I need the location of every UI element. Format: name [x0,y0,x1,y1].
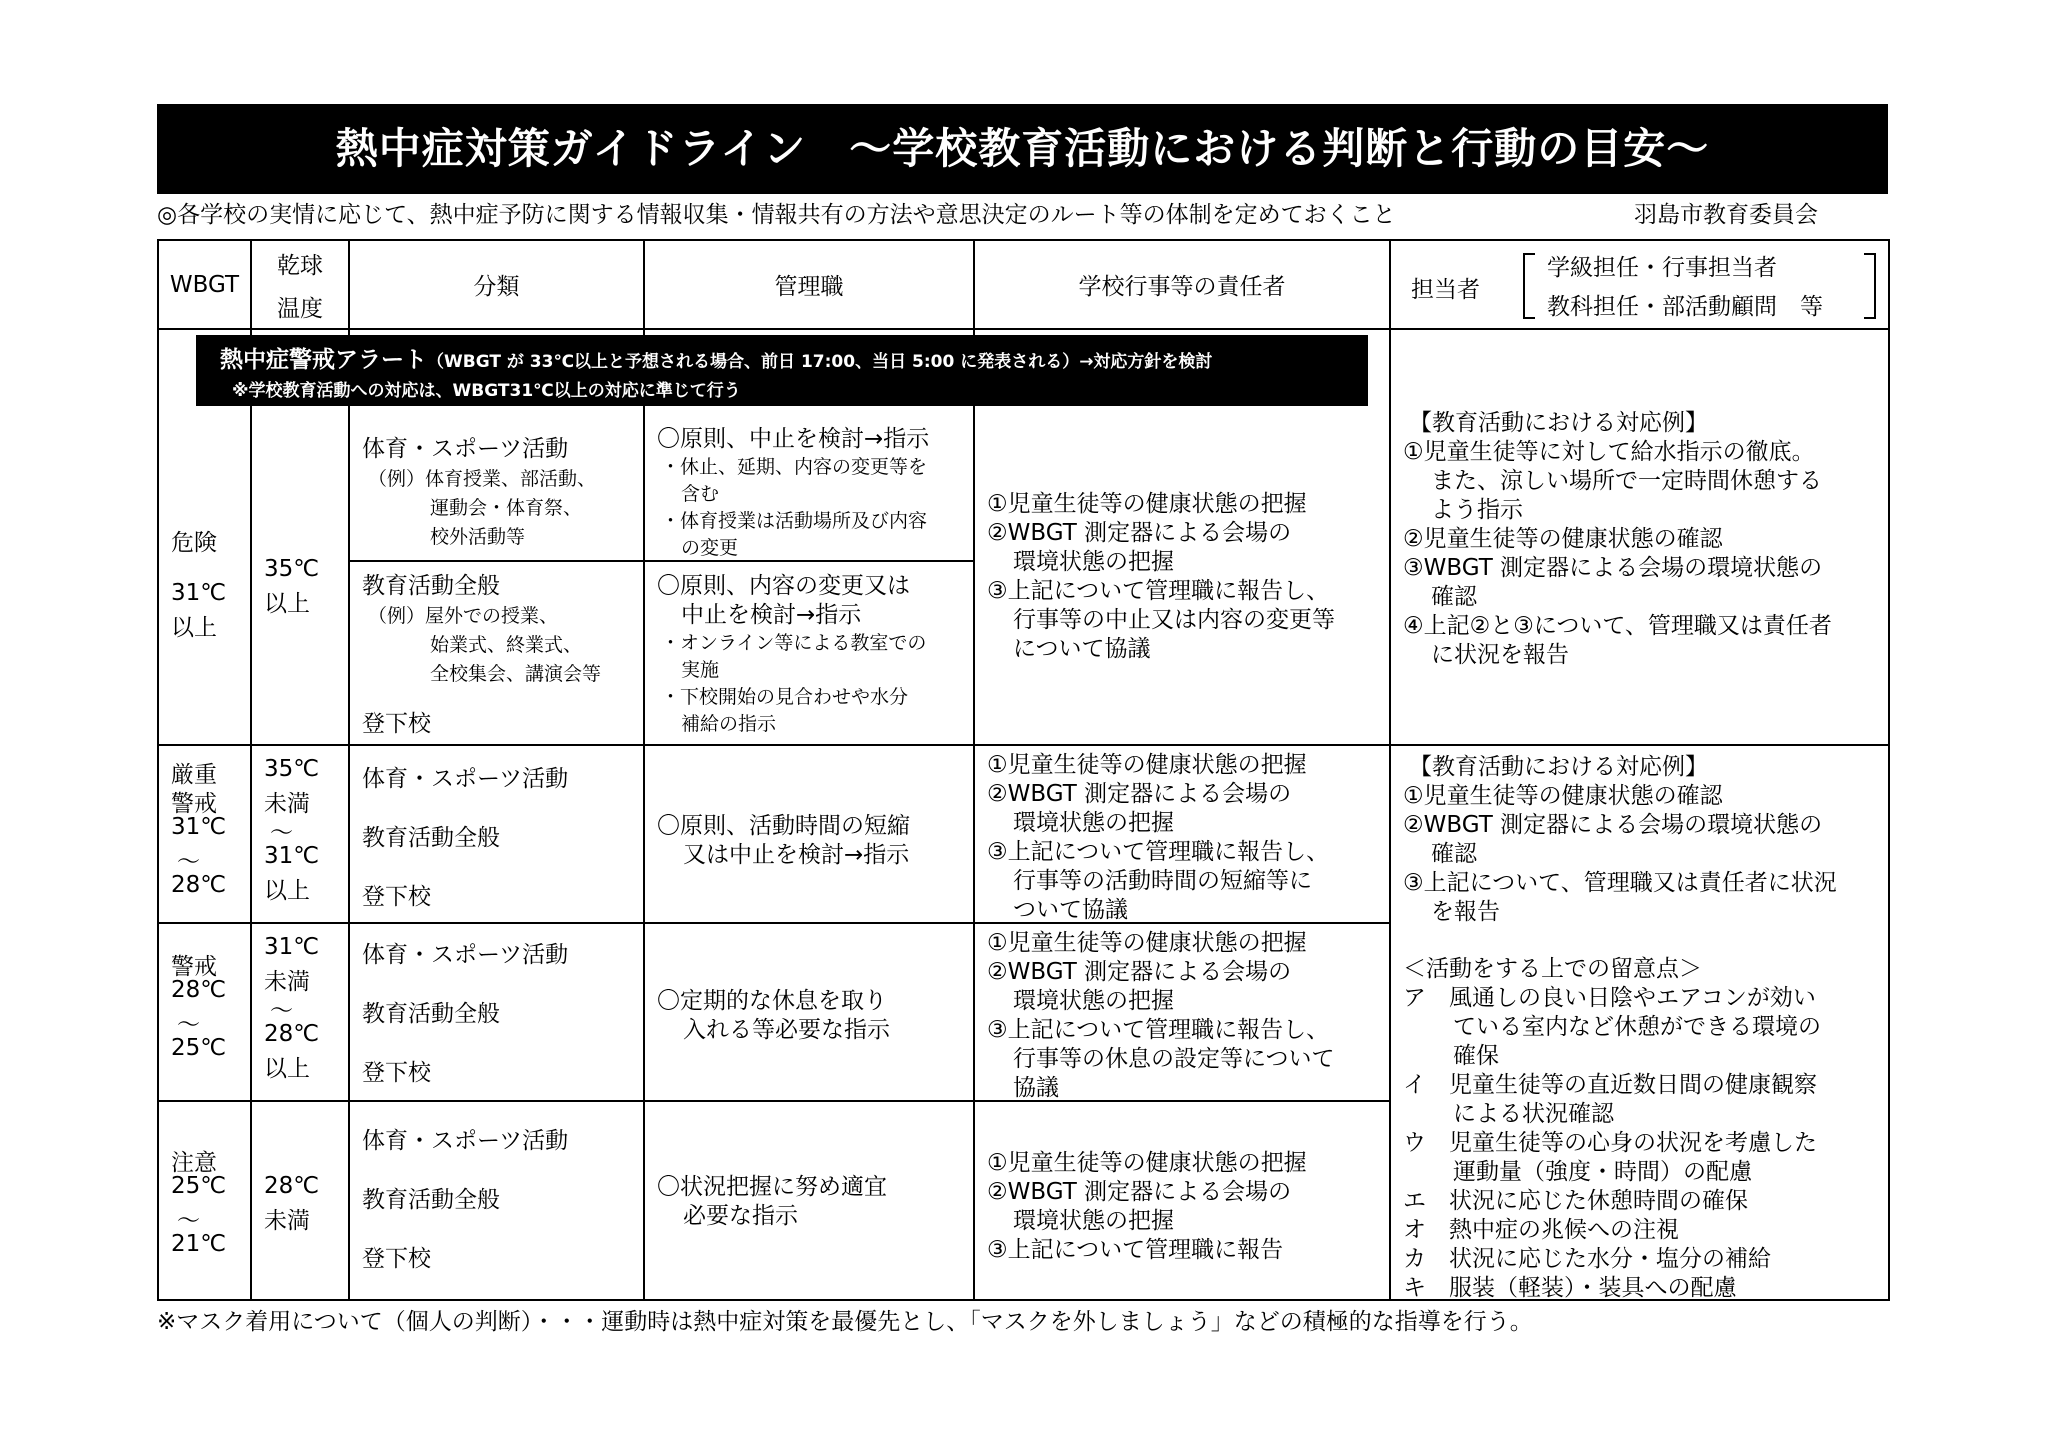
danger-lead-3: 環境状態の把握 [1013,549,1174,575]
alert-note: ※学校教育活動への対応は、WBGT31℃以上の対応に準じて行う [232,381,741,401]
caution-event-lead [974,1101,1390,1300]
staff-lower-5: ③上記について、管理職又は責任者に状況 [1403,870,1837,896]
organization: 羽島市教育委員会 [1634,202,1818,228]
severe-level-1: 厳重 [171,762,217,788]
staff-lower-9: ている室内など休憩ができる環境の [1453,1014,1821,1040]
severe-lead-5: 行事等の活動時間の短縮等に [1013,868,1312,894]
caution-management [644,1101,974,1300]
caution-level-2: 25℃ [171,1173,227,1199]
danger-mgmt-b-4: 実施 [681,659,720,681]
staff-lower-17: カ 状況に応じた水分・塩分の補給 [1403,1246,1771,1272]
caution-category [349,1101,644,1300]
severe-temp-3: ～ [270,820,293,846]
caution-mgmt-2: 必要な指示 [683,1203,798,1229]
danger-staff-4: よう指示 [1431,497,1523,523]
warning-event-lead [974,923,1390,1101]
danger-mgmt-b-1: 〇原則、内容の変更又は [657,573,910,599]
warning-level-3: ～ [177,1012,200,1038]
caution-cat-1: 体育・スポーツ活動 [362,1128,569,1154]
danger-lead-5: 行事等の中止又は内容の変更等 [1013,607,1335,633]
severe-temp-2: 未満 [264,791,310,817]
warning-cat-2: 教育活動全般 [362,1001,500,1027]
staff-lower-6: を報告 [1431,899,1500,925]
staff-lower-12: による状況確認 [1453,1101,1614,1127]
header-temp-line1: 乾球 [277,252,323,279]
page-title: 熱中症対策ガイドライン ～学校教育活動における判断と行動の目安～ [157,104,1888,194]
caution-cat-3: 登下校 [362,1246,431,1272]
danger-mgmt-b-3: ・オンライン等による教室での [661,632,927,654]
severe-temp-5: 以上 [264,878,310,904]
caution-temp [251,1101,349,1300]
caution-level [158,1101,251,1300]
staff-lower-1: 【教育活動における対応例】 [1409,754,1708,780]
danger-management-divider [645,560,973,562]
caution-lead-2: ②WBGT 測定器による会場の [987,1179,1292,1205]
header-staff-line1: 学級担任・行事担当者 [1547,255,1777,281]
right-bracket [1864,253,1876,319]
warning-lead-4: ③上記について管理職に報告し、 [987,1017,1330,1043]
subtitle-bar [157,200,1888,230]
danger-lead-1: ①児童生徒等の健康状態の把握 [987,491,1307,517]
danger-mgmt-b-5: ・下校開始の見合わせや水分 [661,686,909,708]
danger-category-divider [350,560,643,562]
danger-range-2: 以上 [171,615,217,641]
warning-level-2: 28℃ [171,977,227,1003]
severe-lead-4: ③上記について管理職に報告し、 [987,839,1330,865]
danger-cat-b-ex1: （例）屋外での授業、 [368,605,559,627]
severe-temp-1: 35℃ [264,756,320,782]
danger-staff-5: ②児童生徒等の健康状態の確認 [1403,526,1723,552]
severe-lead-6: ついて協議 [1013,897,1128,923]
danger-cat-b-ex2: 始業式、終業式、 [430,634,583,656]
severe-temp [251,745,349,923]
danger-staff-8: ④上記②と③について、管理職又は責任者 [1403,613,1832,639]
caution-lead-1: ①児童生徒等の健康状態の把握 [987,1150,1307,1176]
danger-mgmt-b-6: 補給の指示 [681,713,777,735]
staff-lower-13: ウ 児童生徒等の心身の状況を考慮した [1403,1130,1817,1156]
header-event-lead: 学校行事等の責任者 [974,240,1390,329]
warning-mgmt-2: 入れる等必要な指示 [683,1017,890,1043]
warning-lead-6: 協議 [1013,1075,1059,1101]
danger-temp-1: 35℃ [264,556,320,582]
severe-cat-3: 登下校 [362,884,431,910]
header-temp-line2: 温度 [277,295,323,322]
warning-temp-5: 以上 [264,1056,310,1082]
warning-temp-1: 31℃ [264,934,320,960]
staff-lower-8: ア 風通しの良い日陰やエアコンが効い [1403,985,1816,1011]
severe-category [349,745,644,923]
subtitle-note: ◎各学校の実情に応じて、熱中症予防に関する情報収集・情報共有の方法や意思決定のルート等の体制を定めておくこと [157,202,1396,228]
left-bracket [1523,253,1535,319]
warning-level-4: 25℃ [171,1035,227,1061]
warning-level [158,923,251,1101]
caution-level-1: 注意 [171,1150,217,1176]
danger-staff-1: 【教育活動における対応例】 [1409,410,1708,436]
danger-cat-b-ex3: 全校集会、講演会等 [430,663,602,685]
severe-temp-4: 31℃ [264,843,320,869]
staff-lower-10: 確保 [1453,1043,1499,1069]
warning-cat-3: 登下校 [362,1060,431,1086]
staff-lower-18: キ 服装（軽装）・装具への配慮 [1403,1275,1737,1301]
warning-lead-1: ①児童生徒等の健康状態の把握 [987,930,1307,956]
severe-cat-1: 体育・スポーツ活動 [362,766,569,792]
staff-lower-16: オ 熱中症の兆候への注視 [1403,1217,1679,1243]
danger-staff-7: 確認 [1431,584,1477,610]
alert-title: 熱中症警戒アラート [220,347,427,373]
warning-mgmt-1: 〇定期的な休息を取り [657,988,887,1014]
warning-cat-1: 体育・スポーツ活動 [362,942,569,968]
warning-lead-5: 行事等の休息の設定等について [1013,1046,1335,1072]
caution-temp-2: 未満 [264,1208,310,1234]
staff-lower-15: エ 状況に応じた休憩時間の確保 [1403,1188,1748,1214]
severe-level-3: 31℃ [171,814,227,840]
header-staff [1390,240,1889,329]
caution-temp-1: 28℃ [264,1173,320,1199]
severe-management [644,745,974,923]
danger-staff-3: また、涼しい場所で一定時間休憩する [1431,468,1822,494]
severe-mgmt-1: 〇原則、活動時間の短縮 [657,813,910,839]
warning-management [644,923,974,1101]
mask-footnote: ※マスク着用について（個人の判断）・・・運動時は熱中症対策を最優先とし、「マスクを外しましょう」などの積極的な指導を行う。 [157,1309,1533,1335]
danger-staff-2: ①児童生徒等に対して給水指示の徹底。 [1403,439,1815,465]
danger-cat-a-ex2: 運動会・体育祭、 [430,497,583,519]
caution-lead-3: 環境状態の把握 [1013,1208,1174,1234]
severe-mgmt-2: 又は中止を検討→指示 [683,842,910,868]
danger-mgmt-b-2: 中止を検討→指示 [681,602,862,628]
severe-level-2: 警戒 [171,791,217,817]
severe-cat-2: 教育活動全般 [362,825,500,851]
danger-mgmt-a-2: ・休止、延期、内容の変更等を [661,456,928,478]
staff-lower-2: ①児童生徒等の健康状態の確認 [1403,783,1723,809]
warning-lead-3: 環境状態の把握 [1013,988,1174,1014]
severe-lead-1: ①児童生徒等の健康状態の把握 [987,752,1307,778]
danger-staff [1390,329,1889,745]
header-staff-label: 担当者 [1411,277,1480,303]
warning-temp-3: ～ [270,998,293,1024]
header-temp [251,240,349,329]
danger-lead-6: について協議 [1013,636,1151,662]
caution-level-3: ～ [177,1208,200,1234]
severe-level [158,745,251,923]
header-management: 管理職 [644,240,974,329]
danger-mgmt-a-4: ・体育授業は活動場所及び内容 [661,510,928,532]
warning-temp [251,923,349,1101]
header-wbgt: WBGT [158,240,251,329]
danger-staff-9: に状況を報告 [1431,642,1569,668]
danger-cat-a-ex1: （例）体育授業、部活動、 [368,468,597,490]
warning-temp-2: 未満 [264,969,310,995]
severe-lead-3: 環境状態の把握 [1013,810,1174,836]
warning-lead-2: ②WBGT 測定器による会場の [987,959,1292,985]
caution-level-4: 21℃ [171,1231,227,1257]
danger-mgmt-a-5: の変更 [681,537,739,559]
header-staff-line2: 教科担任・部活動顧問 等 [1547,294,1823,320]
staff-lower-11: イ 児童生徒等の直近数日間の健康観察 [1403,1072,1817,1098]
danger-cat-a-title: 体育・スポーツ活動 [362,436,569,462]
warning-category [349,923,644,1101]
severe-event-lead [974,745,1390,923]
danger-cat-b-title: 教育活動全般 [362,573,500,599]
alert-detail: （WBGT が 33℃以上と予想される場合、前日 17:00、当日 5:00 に発表される）→対応方針を検討 [427,352,1213,372]
severe-level-5: 28℃ [171,872,227,898]
severe-level-4: ～ [177,849,200,875]
danger-level-label: 危険 [171,530,217,556]
caution-cat-2: 教育活動全般 [362,1187,500,1213]
danger-lead-4: ③上記について管理職に報告し、 [987,578,1330,604]
staff-lower [1390,745,1889,1300]
severe-lead-2: ②WBGT 測定器による会場の [987,781,1292,807]
staff-lower-3: ②WBGT 測定器による会場の環境状態の [1403,812,1823,838]
warning-temp-4: 28℃ [264,1021,320,1047]
staff-lower-4: 確認 [1431,841,1477,867]
heatstroke-alert-banner [196,335,1368,406]
danger-temp-2: 以上 [264,591,310,617]
warning-level-1: 警戒 [171,954,217,980]
danger-range-1: 31℃ [171,580,227,606]
header-category: 分類 [349,240,644,329]
caution-mgmt-1: 〇状況把握に努め適宜 [657,1174,887,1200]
danger-cat-c: 登下校 [362,711,431,737]
danger-mgmt-a-1: 〇原則、中止を検討→指示 [657,426,930,452]
danger-mgmt-a-3: 含む [681,483,720,505]
staff-lower-7: ＜活動をする上での留意点＞ [1403,956,1702,982]
danger-cat-a-ex3: 校外活動等 [430,526,526,548]
danger-staff-6: ③WBGT 測定器による会場の環境状態の [1403,555,1823,581]
caution-lead-4: ③上記について管理職に報告 [987,1237,1284,1263]
danger-lead-2: ②WBGT 測定器による会場の [987,520,1292,546]
staff-lower-14: 運動量（強度・時間）の配慮 [1453,1159,1752,1185]
